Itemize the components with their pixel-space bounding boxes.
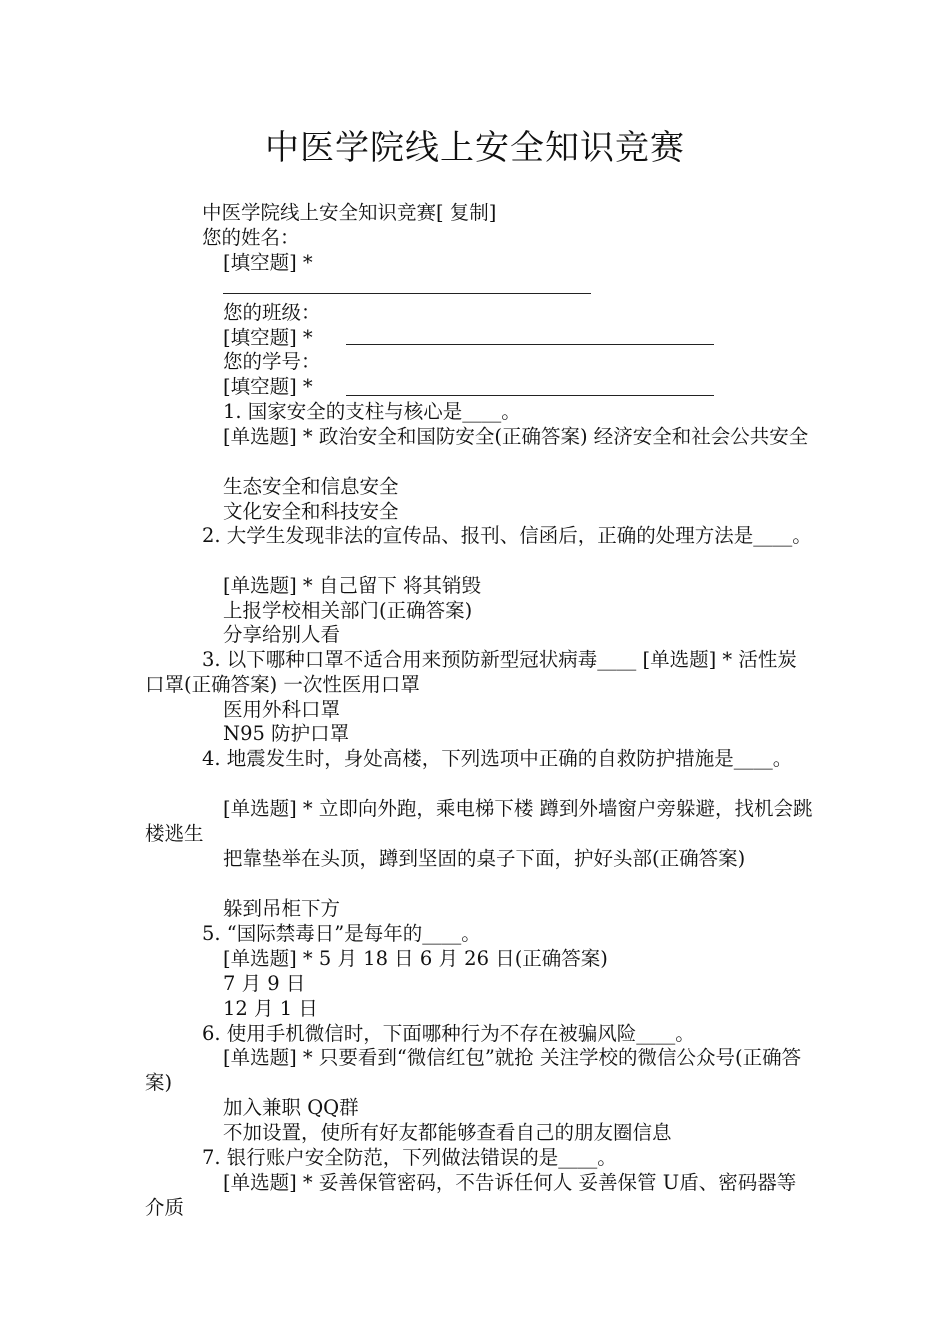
question-4-stem: 4. 地震发生时，身处高楼，下列选项中正确的自救防护措施是____。	[202, 747, 793, 770]
question-6-option: 不加设置，使所有好友都能够查看自己的朋友圈信息	[223, 1121, 672, 1144]
question-1-stem: 1. 国家安全的支柱与核心是____。	[223, 400, 521, 423]
id-answer-line[interactable]	[346, 395, 714, 396]
name-question-type: [填空题] *	[223, 251, 313, 274]
question-4-first-options: [单选题] * 立即向外跑，乘电梯下楼 蹲到外墙窗户旁躲避，找机会跳楼逃生	[145, 797, 813, 845]
question-1-option: 生态安全和信息安全	[223, 475, 399, 498]
name-answer-line[interactable]	[223, 293, 591, 294]
question-6-stem: 6. 使用手机微信时，下面哪种行为不存在被骗风险____。	[202, 1022, 695, 1045]
question-3-option: N95 防护口罩	[223, 722, 350, 745]
question-2-stem: 2. 大学生发现非法的宣传品、报刊、信函后，正确的处理方法是____。	[202, 524, 812, 547]
question-4-correct-option: 把靠垫举在头顶，蹲到坚固的桌子下面，护好头部(正确答案)	[223, 847, 746, 870]
question-2-option: 分享给别人看	[223, 623, 341, 646]
question-5-stem: 5. “国际禁毒日”是每年的____。	[202, 922, 481, 945]
question-5-option: 12 月 1 日	[223, 997, 318, 1020]
question-5-first-options: [单选题] * 5 月 18 日 6 月 26 日(正确答案)	[223, 947, 608, 970]
question-1-option: 文化安全和科技安全	[223, 500, 399, 523]
question-1-first-options: [单选题] * 政治安全和国防安全(正确答案) 经济安全和社会公共安全	[223, 425, 809, 448]
name-prompt: 您的姓名：	[202, 226, 300, 249]
question-6-option: 加入兼职 QQ群	[223, 1096, 359, 1119]
question-2-option: 上报学校相关部门(正确答案)	[223, 599, 473, 622]
survey-subtitle: 中医学院线上安全知识竞赛[ 复制]	[202, 201, 497, 224]
question-7-first-options: [单选题] * 妥善保管密码，不告诉任何人 妥善保管 U盾、密码器等介质	[145, 1171, 797, 1219]
id-prompt: 您的学号：	[223, 350, 321, 373]
class-prompt: 您的班级：	[223, 301, 321, 324]
class-question-type: [填空题] *	[223, 326, 313, 349]
class-answer-line[interactable]	[346, 344, 714, 345]
question-3-option: 医用外科口罩	[223, 698, 341, 721]
question-2-first-options: [单选题] * 自己留下 将其销毁	[223, 574, 482, 597]
document-title: 中医学院线上安全知识竞赛	[265, 128, 685, 168]
question-6-first-options: [单选题] * 只要看到“微信红包”就抢 关注学校的微信公众号(正确答案)	[145, 1046, 802, 1094]
question-3-stem: 3. 以下哪种口罩不适合用来预防新型冠状病毒____ [单选题] * 活性炭口罩(正确答案) 一次性医用口罩	[145, 648, 797, 696]
question-7-stem: 7. 银行账户安全防范，下列做法错误的是____。	[202, 1146, 617, 1169]
id-question-type: [填空题] *	[223, 375, 313, 398]
question-4-option: 躲到吊柜下方	[223, 897, 341, 920]
question-5-option: 7 月 9 日	[223, 972, 306, 995]
